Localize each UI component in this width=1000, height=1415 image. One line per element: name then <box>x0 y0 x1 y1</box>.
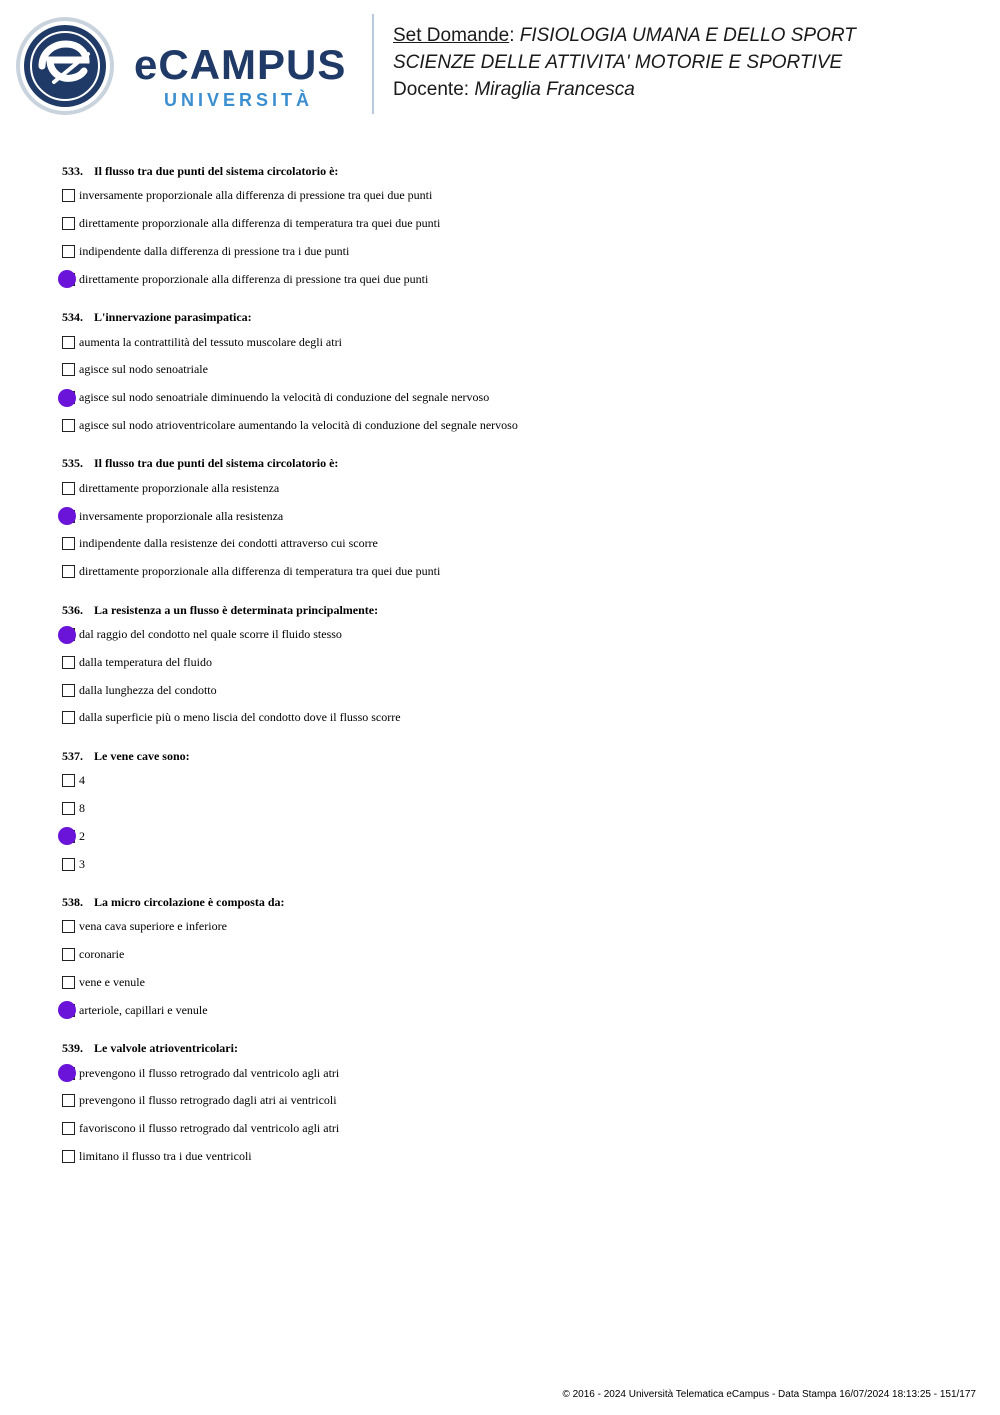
answer-text: 2 <box>79 828 85 843</box>
question-text: La resistenza a un flusso è determinata principalmente: <box>94 602 379 617</box>
answer-option[interactable] <box>62 704 962 732</box>
answer-option[interactable] <box>62 210 962 238</box>
answer-checkbox[interactable] <box>62 656 75 669</box>
answer-checkbox[interactable] <box>62 363 75 376</box>
answer-option[interactable] <box>62 850 962 878</box>
question-number: 538. <box>62 894 83 909</box>
answer-text: dalla superficie più o meno liscia del condotto dove il flusso scorre <box>79 710 401 725</box>
answer-option[interactable] <box>62 530 962 558</box>
answer-text: direttamente proporzionale alla differenza di temperatura tra quei due punti <box>79 564 441 579</box>
answer-checkbox[interactable] <box>62 217 75 230</box>
question-text: Le valvole atrioventricolari: <box>94 1041 238 1056</box>
answer-text: dalla temperatura del fluido <box>79 654 212 669</box>
question-text: La micro circolazione è composta da: <box>94 894 285 909</box>
answer-checkbox[interactable] <box>62 920 75 933</box>
answer-checkbox[interactable] <box>62 336 75 349</box>
answer-option[interactable] <box>62 648 962 676</box>
answer-text: dalla lunghezza del condotto <box>79 682 217 697</box>
set-title-line: Set Domande: FISIOLOGIA UMANA E DELLO SPORT <box>393 25 856 46</box>
ecampus-logo <box>134 41 356 114</box>
answer-text: inversamente proporzionale alla differenza di pressione tra quei due punti <box>79 188 433 203</box>
course-line-1: FISIOLOGIA UMANA E DELLO SPORT <box>519 25 856 46</box>
page-header <box>0 0 1000 140</box>
answer-text: indipendente dalla resistenze dei condotti attraverso cui scorre <box>79 536 378 551</box>
answer-text: vene e venule <box>79 974 145 989</box>
question-block <box>62 745 962 878</box>
question-title <box>62 160 962 182</box>
question-number: 533. <box>62 164 83 178</box>
set-label: Set Domande <box>393 25 510 46</box>
answer-option[interactable] <box>62 502 962 530</box>
answer-option[interactable] <box>62 1059 962 1087</box>
selected-answer-dot-icon <box>58 389 76 407</box>
teacher-label: Docente <box>393 79 464 100</box>
question-list <box>62 160 962 1183</box>
answer-text: direttamente proporzionale alla differenza di pressione tra quei due punti <box>79 271 429 286</box>
answer-option[interactable] <box>62 996 962 1024</box>
answer-text: limitano il flusso tra i due ventricoli <box>79 1148 252 1163</box>
teacher-line: Docente: Miraglia Francesca <box>393 79 635 100</box>
answer-checkbox[interactable] <box>62 1122 75 1135</box>
question-block <box>62 160 962 293</box>
question-text: Le vene cave sono: <box>94 748 190 763</box>
question-title <box>62 1037 962 1059</box>
question-title <box>62 306 962 328</box>
answer-text: direttamente proporzionale alla differenza di temperatura tra quei due punti <box>79 216 441 231</box>
answer-text: 3 <box>79 856 85 871</box>
question-number: 536. <box>62 602 83 617</box>
question-number: 537. <box>62 748 83 763</box>
answer-checkbox[interactable] <box>62 802 75 815</box>
answer-text: aumenta la contrattilità del tessuto muscolare degli atri <box>79 334 342 349</box>
answer-option[interactable] <box>62 265 962 293</box>
answer-text: 8 <box>79 800 85 815</box>
answer-option[interactable] <box>62 558 962 586</box>
answer-option[interactable] <box>62 356 962 384</box>
page-footer: © 2016 - 2024 Università Telematica eCampus - Data Stampa 16/07/2024 18:13:25 - 151/177 <box>562 1389 976 1400</box>
answer-option[interactable] <box>62 474 962 502</box>
selected-answer-dot-icon <box>58 626 76 644</box>
answer-text: agisce sul nodo atrioventricolare aumentando la velocità di conduzione del segnale nervoso <box>79 417 518 432</box>
answer-option[interactable] <box>62 941 962 969</box>
answer-option[interactable] <box>62 238 962 266</box>
answer-checkbox[interactable] <box>62 537 75 550</box>
question-number: 535. <box>62 456 83 471</box>
logo-title: eCAMPUS <box>134 41 347 88</box>
question-text: Il flusso tra due punti del sistema circolatorio è: <box>94 164 339 178</box>
answer-text: agisce sul nodo senoatriale diminuendo la velocità di conduzione del segnale nervoso <box>79 390 490 405</box>
answer-option[interactable] <box>62 412 962 440</box>
answer-text: direttamente proporzionale alla resistenza <box>79 480 280 495</box>
header-info <box>393 22 856 103</box>
answer-option[interactable] <box>62 384 962 412</box>
question-title <box>62 745 962 767</box>
logo-subtitle: UNIVERSITÀ <box>164 90 314 110</box>
question-block <box>62 452 962 585</box>
answer-text: indipendente dalla differenza di pressione tra i due punti <box>79 243 350 258</box>
answer-text: vena cava superiore e inferiore <box>79 919 227 934</box>
answer-text: inversamente proporzionale alla resistenza <box>79 508 284 523</box>
answer-text: arteriole, capillari e venule <box>79 1002 208 1017</box>
question-title <box>62 891 962 913</box>
question-number: 534. <box>62 310 83 325</box>
answer-text: prevengono il flusso retrogrado dal ventricolo agli atri <box>79 1065 340 1080</box>
answer-text: coronarie <box>79 947 125 962</box>
answer-checkbox[interactable] <box>62 858 75 871</box>
answer-option[interactable] <box>62 621 962 649</box>
answer-option[interactable] <box>62 182 962 210</box>
question-text: Il flusso tra due punti del sistema circolatorio è: <box>94 456 339 471</box>
answer-option[interactable] <box>62 913 962 941</box>
answer-option[interactable] <box>62 822 962 850</box>
answer-text: agisce sul nodo senoatriale <box>79 362 208 377</box>
answer-checkbox[interactable] <box>62 684 75 697</box>
answer-checkbox[interactable] <box>62 189 75 202</box>
header-divider <box>372 14 374 114</box>
ecampus-badge-icon <box>14 16 116 116</box>
teacher-name: Miraglia Francesca <box>474 79 635 100</box>
answer-option[interactable] <box>62 1087 962 1115</box>
question-number: 539. <box>62 1041 83 1056</box>
answer-text: prevengono il flusso retrogrado dagli atri ai ventricoli <box>79 1093 337 1108</box>
answer-checkbox[interactable] <box>62 976 75 989</box>
selected-answer-dot-icon <box>58 1064 76 1082</box>
course-line-2: SCIENZE DELLE ATTIVITA' MOTORIE E SPORTIVE <box>393 52 843 73</box>
answer-checkbox[interactable] <box>62 482 75 495</box>
answer-option[interactable] <box>62 676 962 704</box>
answer-checkbox[interactable] <box>62 948 75 961</box>
answer-checkbox[interactable] <box>62 245 75 258</box>
answer-option[interactable] <box>62 1143 962 1171</box>
question-title <box>62 452 962 474</box>
answer-option[interactable] <box>62 328 962 356</box>
question-text: L'innervazione parasimpatica: <box>94 310 252 325</box>
answer-option[interactable] <box>62 1115 962 1143</box>
question-block <box>62 1037 962 1170</box>
answer-text: dal raggio del condotto nel quale scorre il fluido stesso <box>79 626 342 641</box>
answer-checkbox[interactable] <box>62 1094 75 1107</box>
answer-checkbox[interactable] <box>62 565 75 578</box>
answer-text: favoriscono il flusso retrogrado dal ventricolo agli atri <box>79 1121 340 1136</box>
question-block <box>62 306 962 439</box>
answer-checkbox[interactable] <box>62 774 75 787</box>
answer-checkbox[interactable] <box>62 419 75 432</box>
answer-checkbox[interactable] <box>62 711 75 724</box>
answer-option[interactable] <box>62 969 962 997</box>
answer-checkbox[interactable] <box>62 1150 75 1163</box>
question-title <box>62 599 962 621</box>
answer-option[interactable] <box>62 795 962 823</box>
answer-option[interactable] <box>62 767 962 795</box>
answer-text: 4 <box>79 773 85 788</box>
question-block <box>62 599 962 732</box>
question-block <box>62 891 962 1024</box>
